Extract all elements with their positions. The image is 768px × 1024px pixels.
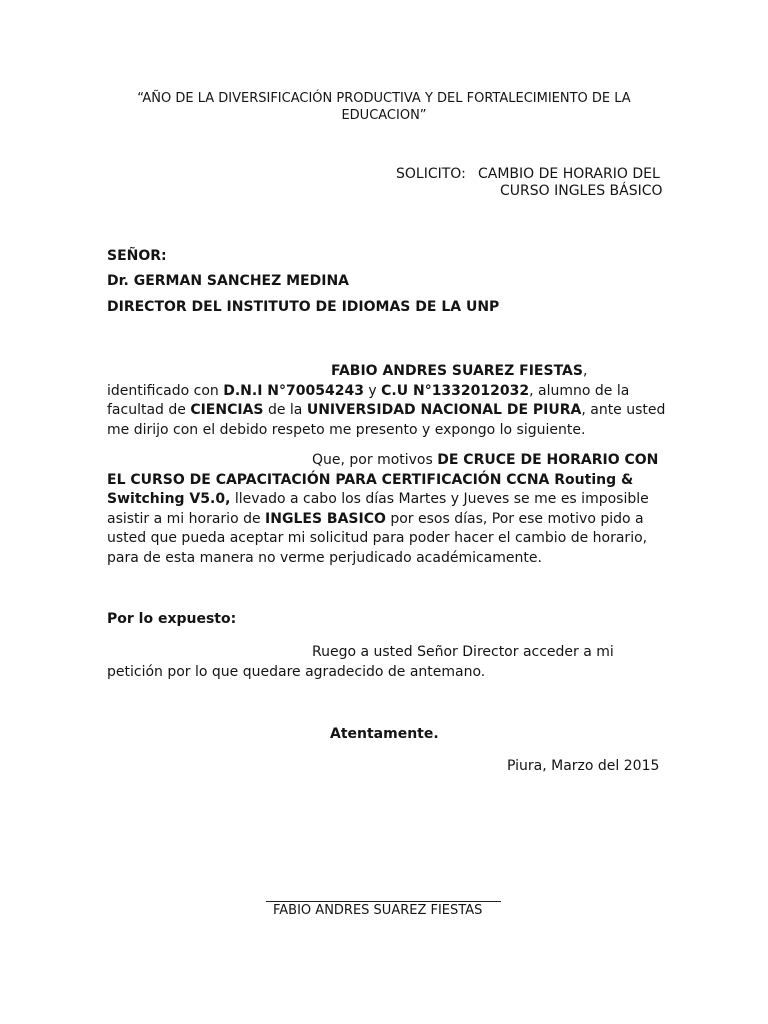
text-line: petición por lo que quedare agradecido de antemano. — [107, 664, 486, 680]
comma: , — [582, 363, 588, 379]
bold-line: EL CURSO DE CAPACITACIÓN PARA CERTIFICACIÓN CCNA Routing & — [107, 471, 634, 488]
addressee-name: Dr. GERMAN SANCHEZ MEDINA — [107, 273, 350, 289]
bold-segment: Switching V5.0, — [107, 491, 231, 507]
text-segment: identificado con — [107, 382, 224, 399]
addressee-title: DIRECTOR DEL INSTITUTO DE IDIOMAS DE LA UNP — [107, 299, 500, 315]
solicito-subject-line-1: CAMBIO DE HORARIO DEL — [478, 166, 660, 182]
cu-number: C.U N°1332012032 — [381, 382, 530, 399]
text-segment: , ante usted — [581, 402, 666, 418]
motto-line-1: “AÑO DE LA DIVERSIFICACIÓN PRODUCTIVA Y DEL FORTALECIMIENTO DE LA — [137, 91, 631, 106]
text-segment: y — [363, 382, 382, 399]
bold-segment: INGLES BASICO — [265, 510, 386, 527]
university-name: UNIVERSIDAD NACIONAL DE PIURA — [306, 402, 582, 418]
regards: Atentamente. — [330, 726, 439, 742]
reason-paragraph — [107, 451, 662, 568]
motto-line-2: EDUCACION” — [341, 108, 427, 123]
signature-name: FABIO ANDRES SUAREZ FIESTAS — [273, 903, 483, 918]
text-segment: Que, por motivos — [312, 452, 438, 468]
bold-segment: DE CRUCE DE HORARIO CON — [437, 452, 659, 468]
solicito-subject-line-2: CURSO INGLES BÁSICO — [500, 183, 663, 199]
solicito-label: SOLICITO: — [396, 166, 466, 182]
text-segment: , alumno de la — [529, 382, 630, 399]
document-motto — [100, 90, 668, 124]
dni-number: D.N.I N°70054243 — [223, 382, 364, 399]
text-line: me dirijo con el debido respeto me presento y expongo lo siguiente. — [107, 421, 586, 438]
text-segment: asistir a mi horario de — [107, 510, 266, 527]
place-date: Piura, Marzo del 2015 — [507, 758, 660, 774]
closing-heading: Por lo expuesto: — [107, 611, 237, 627]
text-line: usted que pueda aceptar mi solicitud para poder hacer el cambio de horario, — [107, 530, 648, 546]
text-line: para de esta manera no verme perjudicado académicamente. — [107, 549, 542, 566]
request-paragraph — [107, 642, 662, 682]
text-segment: de la — [263, 402, 307, 418]
signature-line — [266, 901, 501, 902]
addressee-salutation: SEÑOR: — [107, 248, 167, 264]
intro-paragraph — [107, 362, 666, 440]
text-segment: llevado a cabo los días Martes y Jueves se me es imposible — [230, 491, 649, 507]
text-segment: facultad de — [107, 402, 191, 418]
applicant-name: FABIO ANDRES SUAREZ FIESTAS — [331, 363, 583, 379]
faculty-name: CIENCIAS — [190, 402, 264, 418]
text-segment: por esos días, Por ese motivo pido a — [385, 510, 644, 527]
text-line: Ruego a usted Señor Director acceder a mi — [312, 644, 614, 660]
